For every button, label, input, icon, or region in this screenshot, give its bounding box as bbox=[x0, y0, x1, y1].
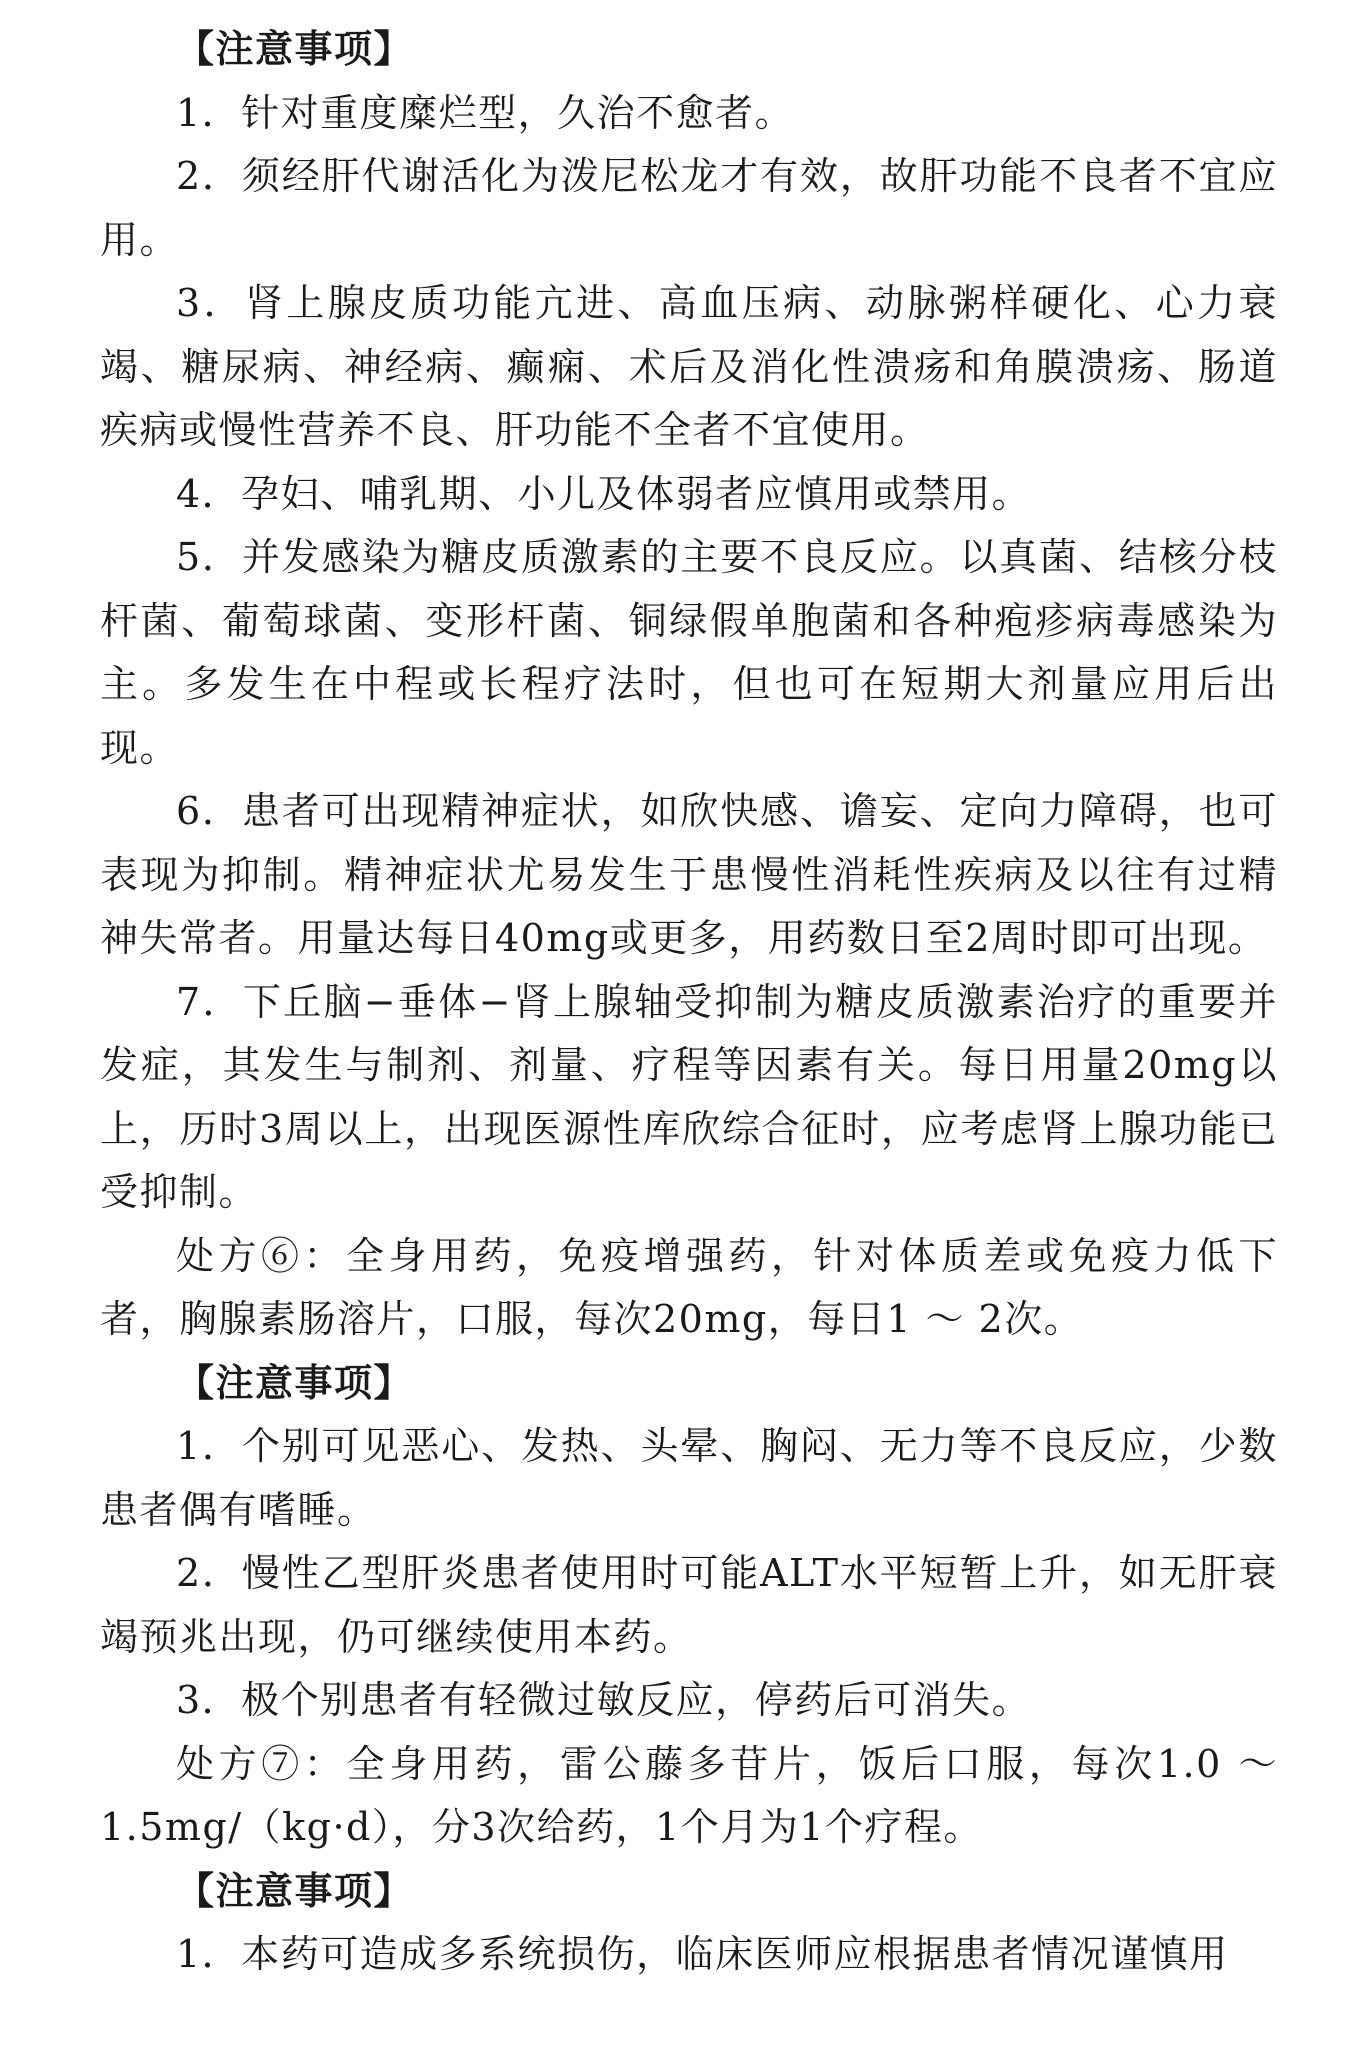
section-heading: 【注意事项】 bbox=[176, 1360, 414, 1405]
document-page bbox=[100, 18, 1278, 1987]
list-item: 1．本药可造成多系统损伤，临床医师应根据患者情况谨慎用 bbox=[176, 1932, 1229, 1976]
list-item: 6．患者可出现精神症状，如欣快感、谵妄、定向力障碍，也可表现为抑制。精神症状尤易发生于患慢性消耗性疾病及以往有过精神失常者。用量达每日40mg或更多，用药数日至2周时即可出现。 bbox=[100, 789, 1278, 960]
list-item: 2．慢性乙型肝炎患者使用时可能ALT水平短暂上升，如无肝衰竭预兆出现，仍可继续使用本药。 bbox=[100, 1551, 1278, 1659]
section-heading: 【注意事项】 bbox=[176, 27, 414, 71]
list-item: 7．下丘脑−垂体−肾上腺轴受抑制为糖皮质激素治疗的重要并发症，其发生与制剂、剂量、疗程等因素有关。每日用量20mg以上，历时3周以上，出现医源性库欣综合征时，应考虑肾上腺功能已受抑制。 bbox=[100, 979, 1278, 1214]
prescription-paragraph: 处方⑥：全身用药，免疫增强药，针对体质差或免疫力低下者，胸腺素肠溶片，口服，每次20mg，每日1 ～ 2次。 bbox=[100, 1233, 1278, 1341]
list-item: 4．孕妇、哺乳期、小儿及体弱者应慎用或禁用。 bbox=[176, 471, 1032, 516]
list-item: 5．并发感染为糖皮质激素的主要不良反应。以真菌、结核分枝杆菌、葡萄球菌、变形杆菌、铜绿假单胞菌和各种疱疹病毒感染为主。多发生在中程或长程疗法时，但也可在短期大剂量应用后出现。 bbox=[100, 535, 1278, 770]
list-item: 2．须经肝代谢活化为泼尼松龙才有效，故肝功能不良者不宜应用。 bbox=[100, 154, 1278, 262]
list-item: 1．个别可见恶心、发热、头晕、胸闷、无力等不良反应，少数患者偶有嗜睡。 bbox=[100, 1424, 1278, 1532]
list-item: 3．肾上腺皮质功能亢进、高血压病、动脉粥样硬化、心力衰竭、糖尿病、神经病、癫痫、术后及消化性溃疡和角膜溃疡、肠道疾病或慢性营养不良、肝功能不全者不宜使用。 bbox=[100, 281, 1278, 452]
list-item: 1．针对重度糜烂型，久治不愈者。 bbox=[176, 90, 795, 135]
section-heading: 【注意事项】 bbox=[176, 1868, 414, 1913]
prescription-paragraph: 处方⑦：全身用药，雷公藤多苷片，饭后口服，每次1.0 ～ 1.5mg/（kg·d），分3次给药，1个月为1个疗程。 bbox=[100, 1741, 1278, 1849]
list-item: 3．极个别患者有轻微过敏反应，停药后可消失。 bbox=[176, 1678, 1032, 1722]
